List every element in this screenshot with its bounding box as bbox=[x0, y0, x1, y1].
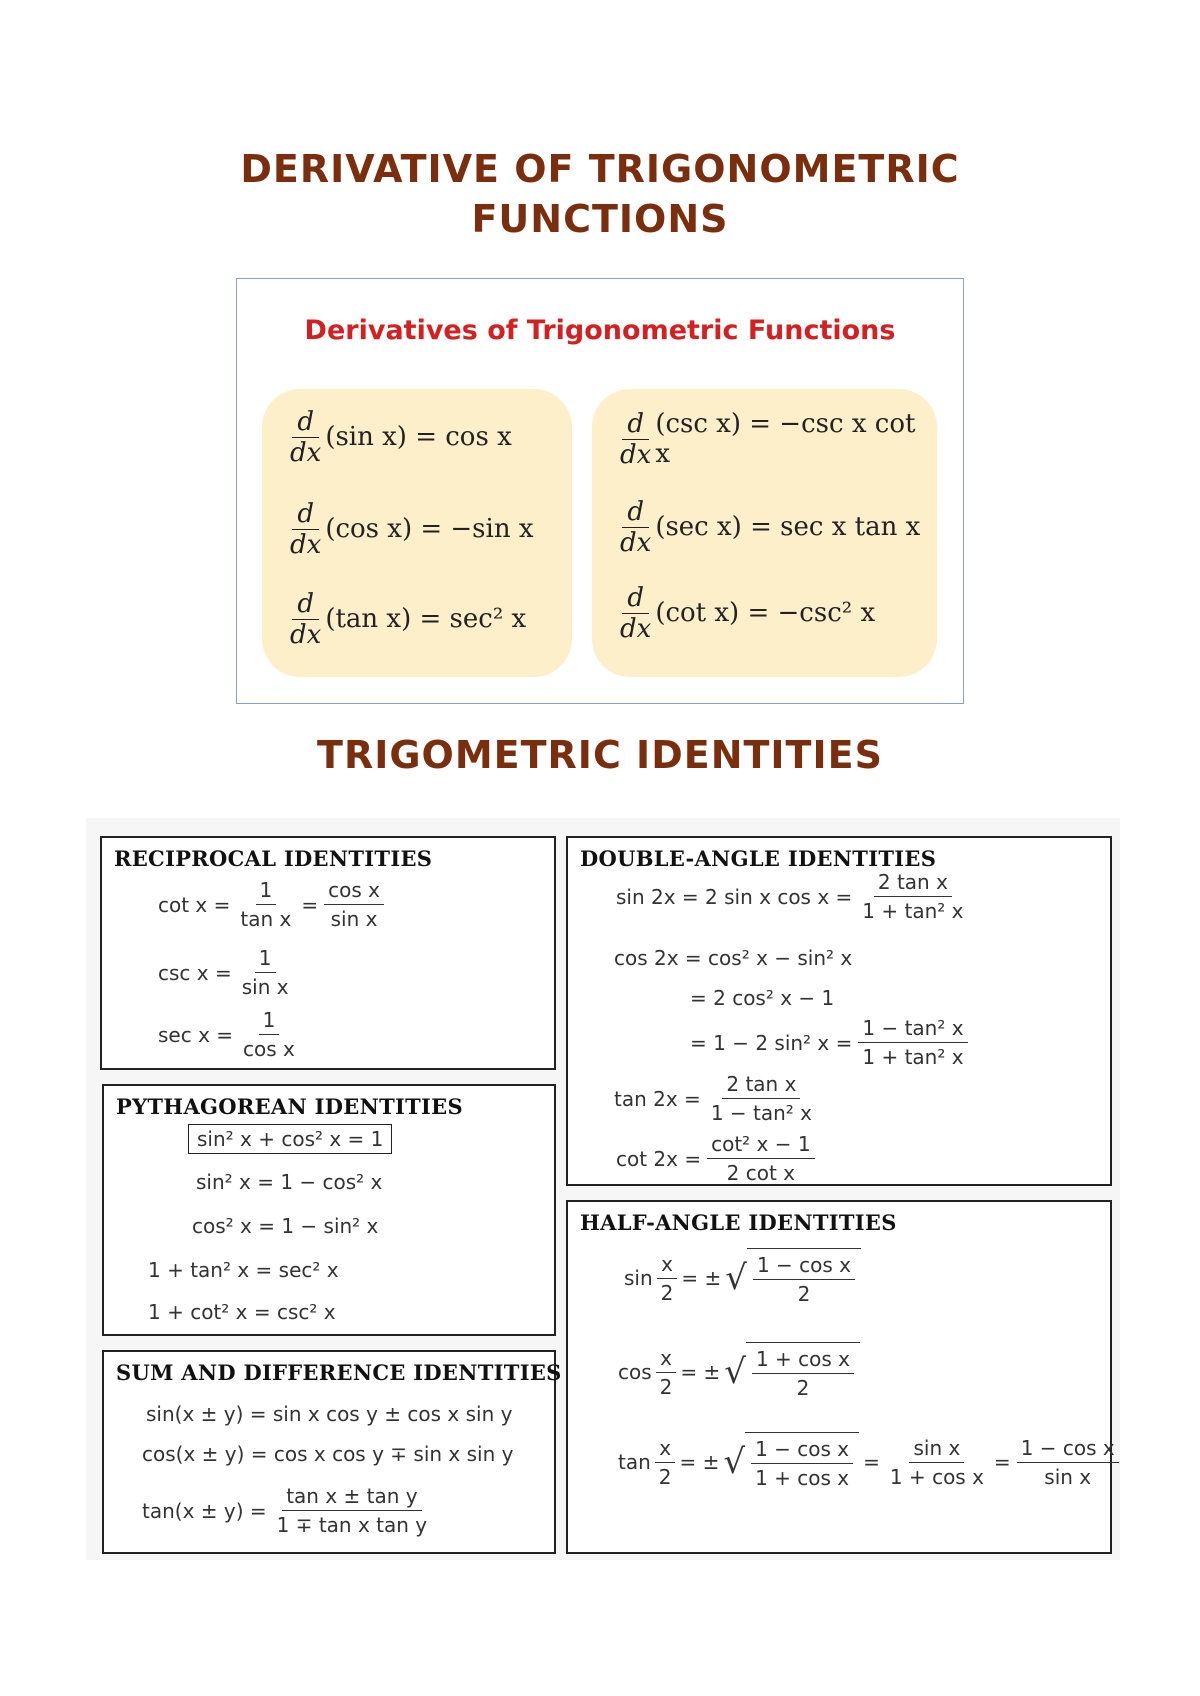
identities-area bbox=[86, 818, 1120, 1560]
half-angle-identities-box bbox=[566, 1200, 1115, 1554]
pythagorean-line: 1 + tan² x = sec² x bbox=[148, 1258, 339, 1282]
sqrt: √ 1 − cos x 1 + cos x bbox=[723, 1432, 859, 1492]
derivative-sin: $\frac{d}{dx}$ (sin x) = cos x bbox=[290, 406, 512, 468]
derivatives-heading: Derivatives of Trigonometric Functions bbox=[304, 315, 896, 346]
derivative-cot: $\frac{d}{dx}$ (cot x) = −csc² x bbox=[620, 582, 876, 644]
derivatives-right-column bbox=[592, 389, 937, 677]
d-dx-fraction: $\frac{d}{dx}$ bbox=[620, 408, 652, 470]
double-angle-cos-2: = 2 cos² x − 1 bbox=[690, 986, 835, 1010]
double-angle-sin: sin 2x = 2 sin x cos x = $\frac{\text{2 tan x}}{\text{1 + tan² x}}$ bbox=[616, 870, 964, 923]
double-angle-cos-3: = 1 − 2 sin² x = $\frac{\text{1 − tan² x}}{\text{1 + tan² x}}$ bbox=[690, 1014, 974, 1071]
identities-section-title: TRIGOMETRIC IDENTITIES bbox=[317, 733, 883, 777]
derivative-csc: $\frac{d}{dx}$ (csc x) = −csc x cot x bbox=[620, 408, 916, 470]
sum-difference-tan: tan(x ± y) = $\frac{\text{tan x ± tan y}}{\text{1 ∓ tan x tan y}}$ bbox=[142, 1484, 428, 1537]
double-angle-title: DOUBLE-ANGLE IDENTITIES bbox=[580, 846, 937, 871]
page-title bbox=[0, 144, 1200, 244]
double-angle-cot: cot 2x = $\frac{\text{cot² x − 1}}{\text{2 cot x}}$ bbox=[616, 1130, 821, 1187]
half-angle-title: HALF-ANGLE IDENTITIES bbox=[580, 1210, 897, 1235]
derivative-cos: $\frac{d}{dx}$ (cos x) = −sin x bbox=[290, 498, 534, 560]
sqrt: √ 1 − cos x 2 bbox=[725, 1248, 861, 1308]
reciprocal-title: RECIPROCAL IDENTITIES bbox=[114, 846, 433, 871]
double-angle-tan: tan 2x = $\frac{\text{2 tan x}}{\text{1 − tan² x}}$ bbox=[614, 1072, 812, 1125]
page-title-line1: DERIVATIVE OF TRIGONOMETRIC bbox=[240, 147, 960, 191]
derivative-sec: $\frac{d}{dx}$ (sec x) = sec x tan x bbox=[620, 496, 921, 558]
half-angle-tan: tan $\frac{x}{2}$ = ± √ 1 − cos x 1 + cos x = $\frac{\text{sin x}}{\text{1 + cos x}}$ = $\frac{\text{1 − cos x}}{\text{sin x}}$ bbox=[618, 1432, 1125, 1492]
d-dx-fraction: $\frac{d}{dx}$ bbox=[620, 582, 652, 644]
half-angle-cos: cos $\frac{x}{2}$ = ± √ 1 + cos x 2 bbox=[618, 1342, 864, 1402]
sum-difference-cos: cos(x ± y) = cos x cos y ∓ sin x sin y bbox=[142, 1442, 514, 1466]
sqrt: √ 1 + cos x 2 bbox=[724, 1342, 860, 1402]
derivatives-panel bbox=[236, 278, 964, 704]
reciprocal-identities-box bbox=[100, 836, 556, 1070]
pythagorean-identities-box bbox=[102, 1084, 556, 1336]
double-angle-identities-box bbox=[566, 836, 1112, 1186]
reciprocal-cot: cot x = $\frac{1}{\text{tan x}}$ = $\frac{\text{cos x}}{\text{sin x}}$ bbox=[158, 876, 390, 933]
page-title-line2: FUNCTIONS bbox=[471, 197, 729, 241]
d-dx-fraction: $\frac{d}{dx}$ bbox=[290, 588, 322, 650]
derivative-tan: $\frac{d}{dx}$ (tan x) = sec² x bbox=[290, 588, 527, 650]
pythagorean-title: PYTHAGOREAN IDENTITIES bbox=[116, 1094, 463, 1119]
reciprocal-csc: csc x = $\frac{1}{\text{sin x}}$ bbox=[158, 946, 289, 999]
d-dx-fraction: $\frac{d}{dx}$ bbox=[620, 496, 652, 558]
pythagorean-main: sin² x + cos² x = 1 bbox=[188, 1124, 392, 1154]
derivatives-left-column bbox=[262, 389, 572, 677]
sum-difference-sin: sin(x ± y) = sin x cos y ± cos x sin y bbox=[146, 1402, 513, 1426]
pythagorean-line: sin² x = 1 − cos² x bbox=[196, 1170, 383, 1194]
d-dx-fraction: $\frac{d}{dx}$ bbox=[290, 498, 322, 560]
pythagorean-line: 1 + cot² x = csc² x bbox=[148, 1300, 336, 1324]
double-angle-cos-1: cos 2x = cos² x − sin² x bbox=[614, 946, 853, 970]
pythagorean-line: cos² x = 1 − sin² x bbox=[192, 1214, 379, 1238]
sum-difference-title: SUM AND DIFFERENCE IDENTITIES bbox=[116, 1360, 562, 1385]
sum-difference-identities-box bbox=[102, 1350, 562, 1554]
half-angle-sin: sin $\frac{x}{2}$ = ± √ 1 − cos x 2 bbox=[624, 1248, 865, 1308]
reciprocal-sec: sec x = $\frac{1}{\text{cos x}}$ bbox=[158, 1008, 295, 1061]
d-dx-fraction: $\frac{d}{dx}$ bbox=[290, 406, 322, 468]
